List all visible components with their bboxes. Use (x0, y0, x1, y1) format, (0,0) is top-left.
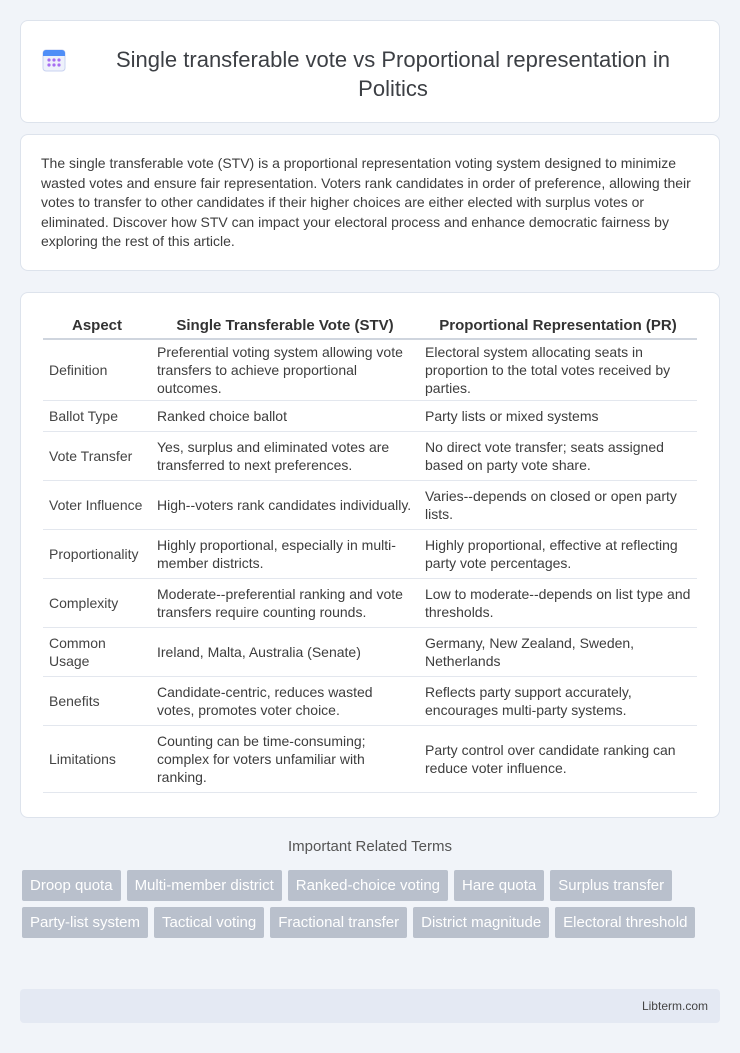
table-row (43, 628, 697, 677)
intro-paragraph: The single transferable vote (STV) is a proportional representation voting system designed to minimize wasted votes and ensure fair representation. Voters rank candidates in order of preference, allowing their votes to transfer to other candidates if their higher choices are either elected with surplus votes or eliminated. Discover how STV can impact your electoral process and enhance democratic fairness by exploring the rest of this article. (41, 155, 691, 249)
row-pr: Party control over candidate ranking can reduce voter influence. (419, 726, 697, 793)
comparison-table (43, 313, 697, 793)
row-aspect: Ballot Type (43, 401, 151, 432)
comparison-table-card (20, 292, 720, 818)
header-aspect: Aspect (43, 313, 151, 340)
row-aspect: Proportionality (43, 530, 151, 579)
header-card (20, 20, 720, 123)
related-term-tag[interactable]: Multi-member district (127, 870, 282, 901)
row-aspect: Common Usage (43, 628, 151, 677)
related-term-tag[interactable]: Droop quota (22, 870, 121, 901)
row-pr: No direct vote transfer; seats assigned based on party vote share. (419, 432, 697, 481)
row-stv: Moderate--preferential ranking and vote transfers require counting rounds. (151, 579, 419, 628)
document-icon (41, 47, 67, 73)
table-row (43, 530, 697, 579)
intro-card (20, 134, 720, 271)
header-stv: Single Transferable Vote (STV) (151, 313, 419, 340)
related-term-tag[interactable]: Tactical voting (154, 907, 264, 938)
row-pr: Varies--depends on closed or open party lists. (419, 481, 697, 530)
table-row (43, 432, 697, 481)
row-aspect: Definition (43, 340, 151, 401)
row-stv: Ireland, Malta, Australia (Senate) (151, 628, 419, 677)
page-title: Single transferable vote vs Proportional representation in Politics (116, 47, 670, 101)
row-aspect: Limitations (43, 726, 151, 793)
footer (20, 989, 720, 1023)
row-stv: Yes, surplus and eliminated votes are transferred to next preferences. (151, 432, 419, 481)
related-terms-list (22, 870, 722, 944)
row-stv: Candidate-centric, reduces wasted votes, promotes voter choice. (151, 677, 419, 726)
related-term-tag[interactable]: Ranked-choice voting (288, 870, 448, 901)
table-header-row (43, 313, 697, 340)
row-pr: Germany, New Zealand, Sweden, Netherlands (419, 628, 697, 677)
row-stv: Preferential voting system allowing vote transfers to achieve proportional outcomes. (151, 340, 419, 401)
table-row (43, 340, 697, 401)
row-aspect: Vote Transfer (43, 432, 151, 481)
related-term-tag[interactable]: Hare quota (454, 870, 544, 901)
table-row (43, 726, 697, 793)
row-pr: Electoral system allocating seats in proportion to the total votes received by parties. (419, 340, 697, 401)
row-pr: Highly proportional, effective at reflecting party vote percentages. (419, 530, 697, 579)
header-pr: Proportional Representation (PR) (419, 313, 697, 340)
related-term-tag[interactable]: Party-list system (22, 907, 148, 938)
row-stv: High--voters rank candidates individually. (151, 481, 419, 530)
table-row (43, 579, 697, 628)
row-pr: Reflects party support accurately, encourages multi-party systems. (419, 677, 697, 726)
table-row (43, 481, 697, 530)
row-aspect: Voter Influence (43, 481, 151, 530)
related-term-tag[interactable]: Fractional transfer (270, 907, 407, 938)
related-term-tag[interactable]: Surplus transfer (550, 870, 672, 901)
footer-brand-link[interactable]: Libterm.com (641, 999, 708, 1013)
row-stv: Counting can be time-consuming; complex for voters unfamiliar with ranking. (151, 726, 419, 793)
table-row (43, 677, 697, 726)
table-row (43, 401, 697, 432)
related-terms-title: Important Related Terms (288, 838, 452, 855)
related-term-tag[interactable]: District magnitude (413, 907, 549, 938)
related-term-tag[interactable]: Electoral threshold (555, 907, 695, 938)
row-pr: Party lists or mixed systems (419, 401, 697, 432)
row-stv: Ranked choice ballot (151, 401, 419, 432)
row-stv: Highly proportional, especially in multi-member districts. (151, 530, 419, 579)
row-aspect: Complexity (43, 579, 151, 628)
row-aspect: Benefits (43, 677, 151, 726)
row-pr: Low to moderate--depends on list type and thresholds. (419, 579, 697, 628)
